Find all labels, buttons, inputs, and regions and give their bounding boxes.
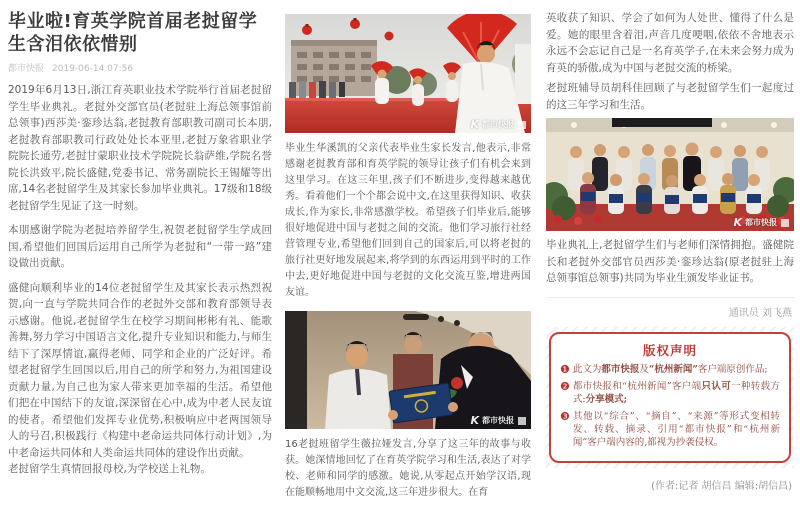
diploma-handover-illustration	[285, 311, 531, 429]
watermark-qr-icon	[781, 219, 789, 227]
copyright-item	[560, 410, 780, 449]
article-left-column	[8, 8, 272, 486]
watermark-text: 都市快报	[482, 120, 514, 129]
watermark-text: 都市快报	[745, 218, 777, 227]
photo-watermark	[470, 414, 526, 427]
copyright-item-text: 此文为都市快报及“杭州新闻”客户端原创作品;	[572, 363, 768, 375]
copyright-item	[560, 380, 780, 406]
paragraph: 16老挝班留学生薇拉娅发言,分享了这三年的故事与收获。她深情地回忆了在育英学院学习和生活,表达了对学校、老师和同学的感激。她说,从零起点开始学汉语,现在能顺畅地用中文交流,这三年进步很大。在育	[285, 439, 531, 498]
copyright-notice-box	[549, 332, 791, 463]
paragraph: 英收获了知识、学会了如何为人处世、懂得了什么是爱。她的眼里含着泪,声音几度哽咽,依依不舍地表示永远不会忘记自己是一名育英学子,在未来会努力成为育英的骄傲,成为中国与老挝交流的桥梁。	[546, 12, 794, 74]
fan-dance-illustration	[285, 14, 531, 133]
copyright-item	[560, 363, 780, 376]
photo-fan-dance-performance	[285, 14, 531, 133]
article-source: 都市快报	[8, 64, 45, 74]
author-editor-credit: (作者:记者 胡信昌 编辑:胡信昌)	[651, 480, 792, 492]
article-datetime: 2019-06-14 07:56	[52, 64, 134, 74]
photo-graduates-group	[546, 118, 794, 231]
paragraph: 老挝班辅导员胡科佳回顾了与老挝留学生们一起度过的这三年学习和生活。	[546, 82, 794, 111]
copyright-item-number: ❷	[560, 379, 570, 393]
photo-diploma-handover	[285, 311, 531, 429]
photo-watermark	[470, 118, 526, 131]
copyright-items	[560, 363, 780, 449]
copyright-stripe-background	[546, 327, 794, 468]
copyright-title: 版权声明	[642, 342, 697, 358]
copyright-item-text: 都市快报和“杭州新闻”客户端只认可一种转载方式:分享模式;	[572, 380, 780, 405]
group-photo-illustration	[546, 118, 794, 231]
section-divider	[546, 297, 794, 298]
article-title: 毕业啦!育英学院首届老挝留学生含泪依依惜别	[8, 11, 258, 55]
paragraph: 盛健向顺利毕业的14位老挝留学生及其家长表示热烈祝贺,向一直与学院共同合作的老挝外交部和教育部领导表示感谢。他说,老挝留学生在校学习期间彬彬有礼、能歌善舞,努力学习中国语言文化,提升专业知识和能力,与师生结下了深厚情谊,赢得老师、同学和企业的广泛好评。希望老挝留学生回国以后,用自己的所学和努力,为祖国建设贡献力量,为自己也为家人带来更加幸福的生活。希望他们把在中国结下的友谊,深深留在心中,成为中老人民友谊的使者。希望他们发挥专业优势,积极响应中老两国领导人的号召,积极践行《构建中老命运共同体行动计划》,为中老命运共同体和人类命运共同体的建设作出贡献。	[8, 281, 272, 459]
article-right-column	[546, 10, 794, 492]
watermark-logo: K	[733, 216, 742, 229]
copyright-item-number: ❶	[560, 362, 570, 376]
paragraph: 老挝留学生真情回报母校,为学校送上礼物。	[8, 463, 211, 475]
watermark-qr-icon	[518, 417, 526, 425]
copyright-item-text: 其他以“综合”、“摘自”、“来源”等形式变相转发、转载、摘录、引用“都市快报”和“杭州新闻”客户端内容的,都视为抄袭侵权。	[572, 410, 780, 448]
correspondent-credit: 通讯员 刘飞燕	[728, 307, 792, 319]
watermark-logo: K	[470, 414, 479, 427]
photo-watermark	[733, 216, 789, 229]
photo-caption: 毕业典礼上,老挝留学生们与老师们深情拥抱。盛健院长和老挝外交部官员西莎美·銮珍达翁(原老挝驻上海总领事馆总领事)共同为毕业生颁发毕业证书。	[546, 239, 794, 284]
article-middle-column	[285, 14, 531, 511]
paragraph: 毕业生华溪凯的父亲代表毕业生家长发言,他表示,非常感谢老挝教育部和育英学院的领导让孩子们有机会来到这里学习。在这三年里,孩子们不断进步,变得越来越优秀。看着他们一个个都会说中文,在这里获得知识、收获成长,作为家长,非常感激学校。希望孩子们毕业后,能够很好地促进中国与老挝之间的交流。他们学习旅行社经营管理专业,希望他们回到自己的国家后,可以将老挝的旅行社更好地发展起来,将学到的东西运用到平时的工作中去,更好地促进中国与老挝的文化交流互鉴,增进两国友谊。	[285, 143, 531, 298]
paragraph: 2019年6月13日,浙江育英职业技术学院举行首届老挝留学生毕业典礼。老挝外交部官员(老挝驻上海总领事馆前总领事)西莎美·銮珍达翁,老挝教育部职教司副司长本朋,老挝教育部职教司行政处处长本亚里,老挝万象省职业学院院长通劳,老挝甘蒙职业技术学院院长翁萨维,学院名誉院长洪致平,院长盛健,党委书记、常务副院长王锡耀等出席,14名老挝留学生及其家长参加毕业典礼。17级和18级老挝留学生见证了这一时刻。	[8, 84, 272, 212]
article-meta	[8, 61, 272, 74]
paragraph: 本朋感谢学院为老挝培养留学生,祝贺老挝留学生学成回国,希望他们回国后运用自己所学为老挝和“一带一路”建设做出贡献。	[8, 224, 272, 269]
watermark-qr-icon	[518, 121, 526, 129]
copyright-item-number: ❸	[560, 409, 570, 423]
watermark-text: 都市快报	[482, 416, 514, 425]
watermark-logo: K	[470, 118, 479, 131]
